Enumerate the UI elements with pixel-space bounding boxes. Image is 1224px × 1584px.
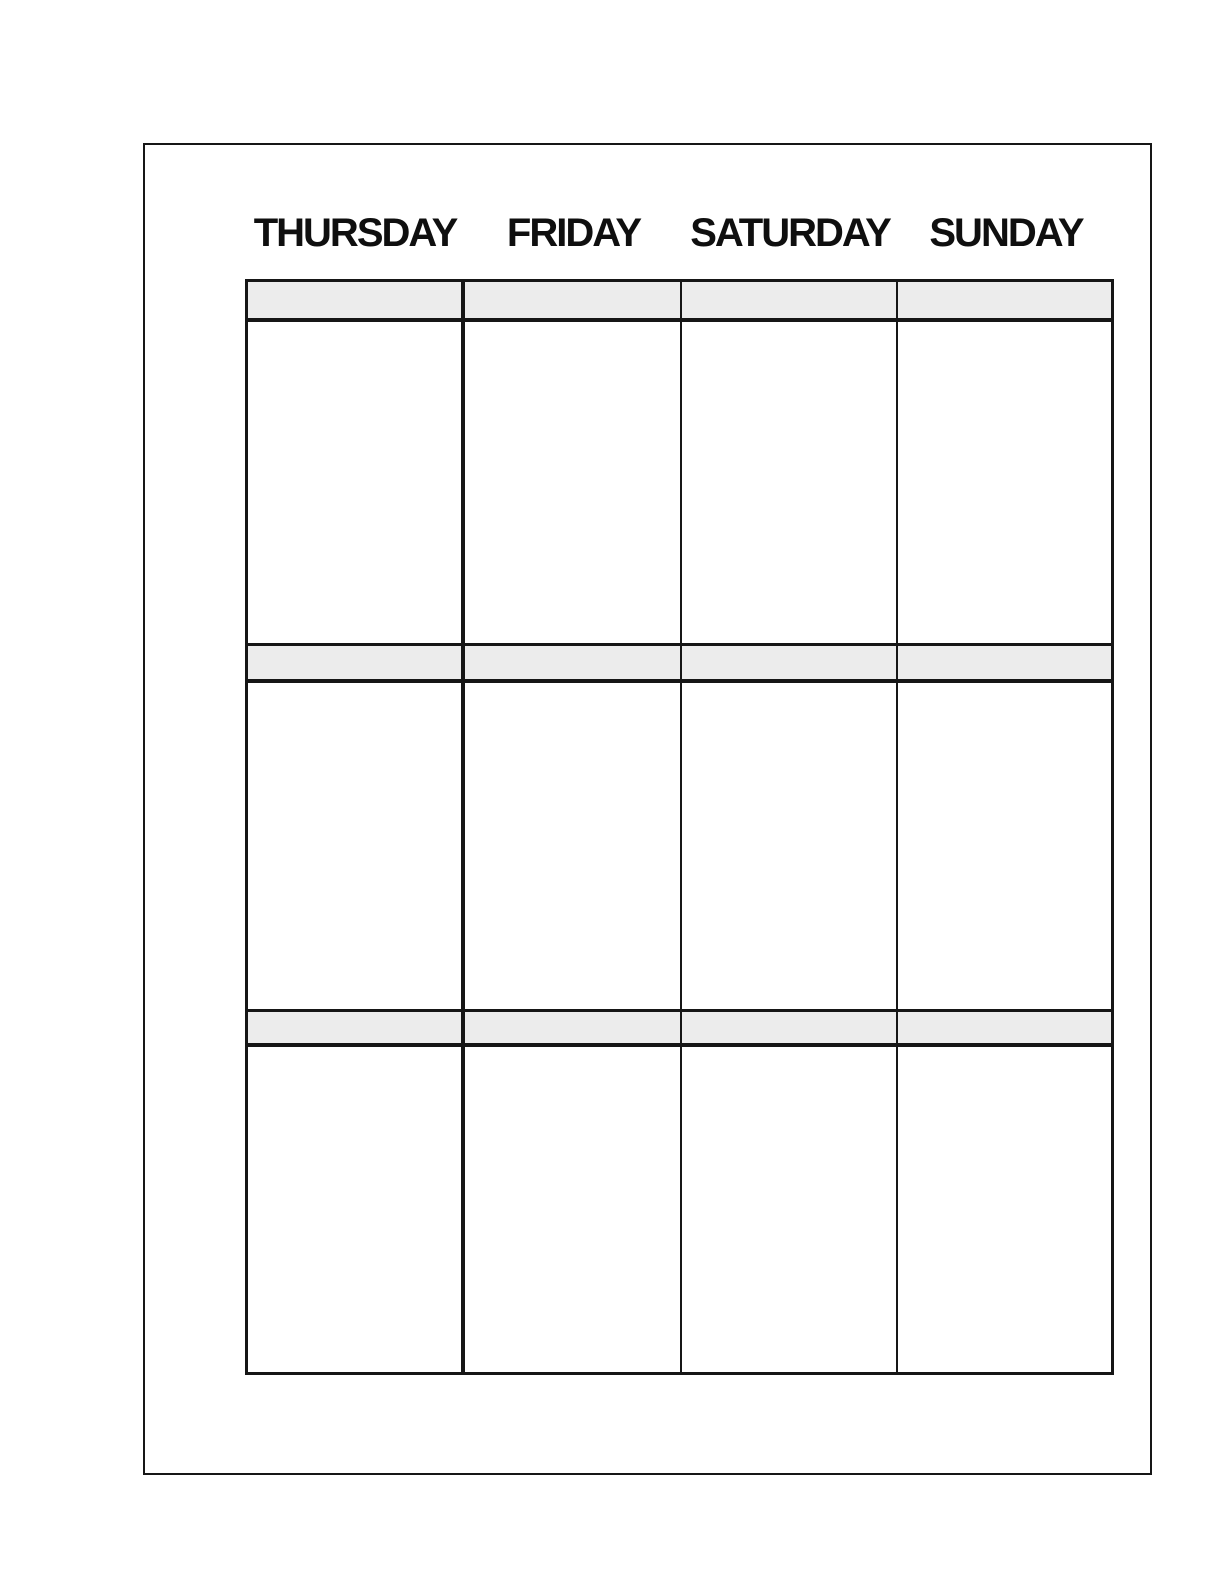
sheet-border <box>143 143 1152 1475</box>
day-header-friday: FRIDAY <box>506 211 641 255</box>
week-strip-cell <box>898 279 1114 322</box>
day-header-thursday: THURSDAY <box>253 211 457 255</box>
week-strip-cell <box>248 1009 465 1047</box>
week-strip-cell <box>898 1009 1114 1047</box>
day-cell <box>898 683 1114 1009</box>
day-cell <box>898 322 1114 643</box>
week-strip-cell <box>248 279 465 322</box>
day-cell <box>682 1047 898 1375</box>
day-cell <box>248 1047 465 1375</box>
week-strip-cell <box>465 279 682 322</box>
day-cell <box>465 322 682 643</box>
week-strip-cell <box>248 643 465 683</box>
day-cell <box>248 683 465 1009</box>
week-strip-cell <box>898 643 1114 683</box>
day-header-sunday: SUNDAY <box>929 211 1083 255</box>
day-cell <box>898 1047 1114 1375</box>
day-header-row <box>245 211 1114 255</box>
week-strip-cell <box>682 279 898 322</box>
week-strip-cell <box>465 1009 682 1047</box>
day-cell <box>682 322 898 643</box>
week-strip-cell <box>465 643 682 683</box>
planner-grid <box>245 279 1114 1375</box>
day-cell <box>465 683 682 1009</box>
day-cell <box>682 683 898 1009</box>
day-cell <box>465 1047 682 1375</box>
day-header-saturday: SATURDAY <box>690 211 890 255</box>
day-cell <box>248 322 465 643</box>
week-strip-cell <box>682 643 898 683</box>
week-strip-cell <box>682 1009 898 1047</box>
